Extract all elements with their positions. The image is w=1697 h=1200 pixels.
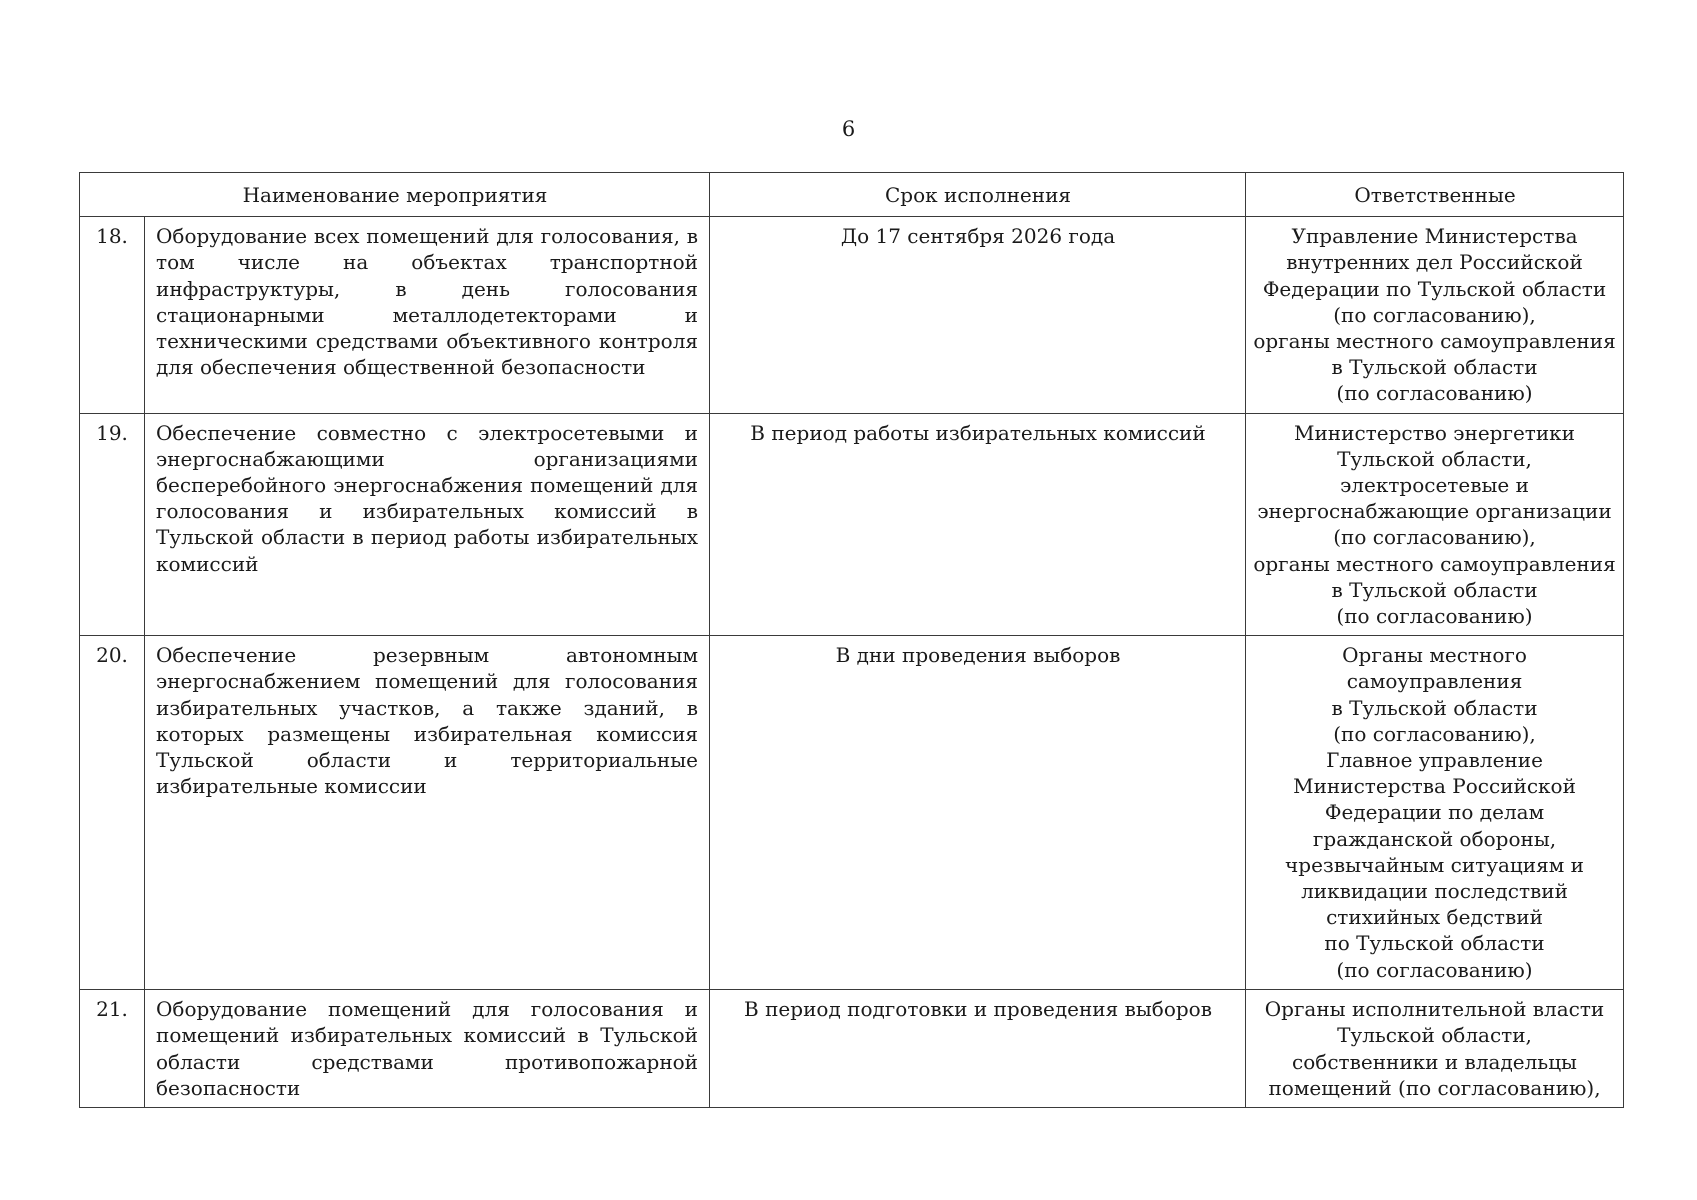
measure-deadline: В период подготовки и проведения выборов [710, 990, 1246, 1108]
responsible-line: в Тульской области [1331, 577, 1538, 602]
table-header-row [80, 173, 1624, 217]
responsible-line: электросетевые и [1340, 473, 1529, 498]
measure-responsible [1246, 636, 1624, 990]
responsible-line: Органы исполнительной власти [1264, 997, 1605, 1022]
responsible-line: внутренних дел Российской [1286, 250, 1583, 275]
measure-name: Оборудование помещений для голосования и помещений избирательных комиссий в Тульской области средствами противопожарной безопасности [145, 990, 710, 1108]
header-deadline: Срок исполнения [710, 173, 1246, 217]
row-number: 18. [80, 217, 145, 413]
table-row [80, 413, 1624, 636]
responsible-line: в Тульской области [1331, 695, 1538, 720]
responsible-line: ликвидации последствий [1301, 879, 1568, 904]
responsible-line: гражданской обороны, [1312, 826, 1557, 851]
measure-responsible [1246, 990, 1624, 1108]
row-number: 21. [80, 990, 145, 1108]
responsible-line: (по согласованию), [1333, 721, 1536, 746]
responsible-line: самоуправления [1346, 669, 1523, 694]
measure-responsible [1246, 413, 1624, 636]
measure-deadline: До 17 сентября 2026 года [710, 217, 1246, 413]
responsible-line: в Тульской области [1331, 355, 1538, 380]
responsible-line: (по согласованию), [1333, 302, 1536, 327]
responsible-line: (по согласованию) [1336, 957, 1533, 982]
responsible-line: стихийных бедствий [1326, 905, 1543, 930]
responsible-line: Федерации по делам [1324, 800, 1545, 825]
responsible-line: Управление Министерства [1291, 224, 1578, 249]
table-row [80, 636, 1624, 990]
responsible-line: собственники и владельцы [1292, 1049, 1577, 1074]
responsible-line: (по согласованию) [1336, 604, 1533, 629]
table-row [80, 990, 1624, 1108]
measure-responsible [1246, 217, 1624, 413]
responsible-line: Тульской области, [1337, 446, 1532, 471]
responsible-line: помещений (по согласованию), [1268, 1075, 1601, 1100]
responsible-line: органы местного самоуправления [1253, 329, 1616, 354]
responsible-line: Министерство энергетики [1294, 420, 1576, 445]
responsible-line: Тульской области, [1337, 1023, 1532, 1048]
table-row [80, 217, 1624, 413]
responsible-line: по Тульской области [1324, 931, 1545, 956]
responsible-line: энергоснабжающие организации [1257, 499, 1612, 524]
responsible-line: Министерства Российской [1293, 774, 1576, 799]
plan-table [79, 172, 1624, 1108]
responsible-line: чрезвычайным ситуациям и [1285, 852, 1584, 877]
responsible-line: (по согласованию) [1336, 381, 1533, 406]
responsible-line: Федерации по Тульской области [1262, 276, 1607, 301]
measure-deadline: В период работы избирательных комиссий [710, 413, 1246, 636]
page-number: 6 [841, 117, 856, 141]
responsible-line: органы местного самоуправления [1253, 551, 1616, 576]
row-number: 20. [80, 636, 145, 990]
measure-name: Обеспечение совместно с электросетевыми и энергоснабжающими организациями бесперебойного энергоснабжения помещений для голосования и избирательных комиссий в Тульской области в период работы избирательных комиссий [145, 413, 710, 636]
measure-name: Обеспечение резервным автономным энергоснабжением помещений для голосования избирательных участков, а также зданий, в которых размещены избирательная комиссия Тульской области и территориальные избирательные комиссии [145, 636, 710, 990]
measure-deadline: В дни проведения выборов [710, 636, 1246, 990]
header-responsible: Ответственные [1246, 173, 1624, 217]
header-name: Наименование мероприятия [80, 173, 710, 217]
responsible-line: Органы местного [1342, 643, 1527, 668]
responsible-line: Главное управление [1326, 748, 1543, 773]
measure-name: Оборудование всех помещений для голосования, в том числе на объектах транспортной инфраструктуры, в день голосования стационарными металлодетекторами и техническими средствами объективного контроля для обеспечения общественной безопасности [145, 217, 710, 413]
responsible-line: (по согласованию), [1333, 525, 1536, 550]
row-number: 19. [80, 413, 145, 636]
